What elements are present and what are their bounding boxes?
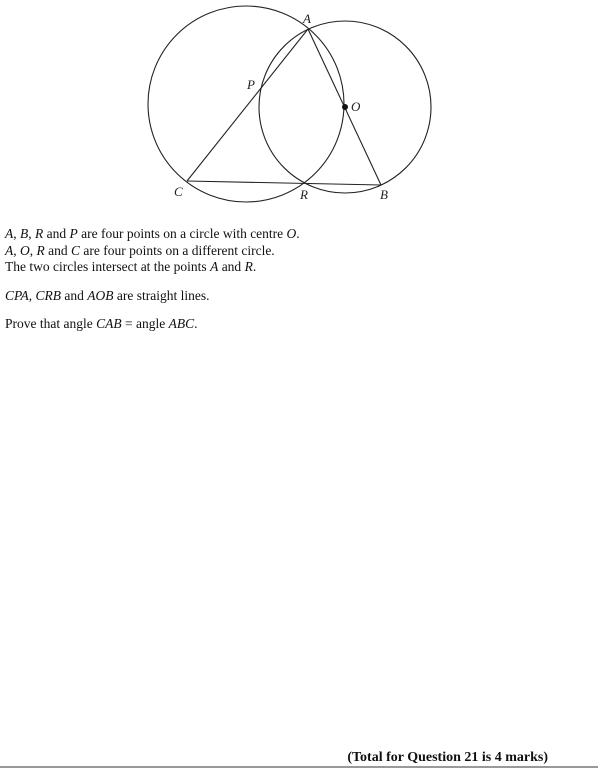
var-r: R (244, 259, 253, 274)
text: and (61, 287, 88, 303)
text: are four points on a different circle. (80, 242, 275, 258)
var-r: R (36, 242, 45, 258)
var-r: R (35, 226, 44, 241)
circle-aorc (148, 6, 344, 202)
var-crb: CRB (35, 287, 62, 303)
text: and (43, 226, 70, 241)
text: , (28, 226, 35, 241)
centre-dot-o (342, 104, 348, 110)
text: and (218, 259, 245, 274)
line-cpa (187, 29, 308, 181)
line-crb (187, 181, 381, 185)
text: . (194, 316, 198, 331)
text: , (13, 226, 20, 241)
var-cpa: CPA (5, 287, 29, 303)
var-aob: AOB (87, 287, 114, 303)
var-abc: ABC (168, 316, 195, 331)
question-line-4 (5, 288, 300, 305)
text: . (252, 259, 257, 274)
label-b: B (380, 187, 388, 202)
label-o: O (351, 99, 361, 114)
question-text (5, 226, 300, 333)
text: Prove that angle (5, 316, 97, 331)
text: are straight lines. (113, 287, 210, 303)
question-line-3 (5, 259, 300, 276)
var-a: A (5, 242, 14, 258)
var-b: B (20, 226, 29, 241)
text: , (28, 287, 36, 303)
label-c: C (174, 184, 183, 199)
footer-rule (0, 766, 598, 768)
var-o: O (20, 242, 30, 258)
text: are four points on a circle with centre (77, 226, 287, 241)
question-line-2 (5, 243, 300, 260)
var-p: P (69, 226, 78, 241)
var-cab: CAB (96, 316, 122, 331)
text: The two circles intersect at the points (5, 259, 211, 274)
question-line-1 (5, 226, 300, 243)
text: , (29, 242, 37, 258)
label-p: P (247, 77, 255, 92)
var-o: O (286, 226, 297, 241)
text: . (296, 226, 300, 241)
text: = angle (121, 316, 169, 331)
label-r: R (300, 187, 308, 202)
text: , (13, 242, 20, 258)
var-c: C (71, 242, 81, 258)
label-a: A (303, 11, 311, 26)
text: and (44, 242, 71, 258)
total-marks: (Total for Question 21 is 4 marks) (347, 750, 548, 765)
geometry-diagram (0, 0, 600, 215)
var-a: A (210, 259, 219, 274)
question-line-5 (5, 316, 300, 333)
var-a: A (5, 226, 14, 241)
